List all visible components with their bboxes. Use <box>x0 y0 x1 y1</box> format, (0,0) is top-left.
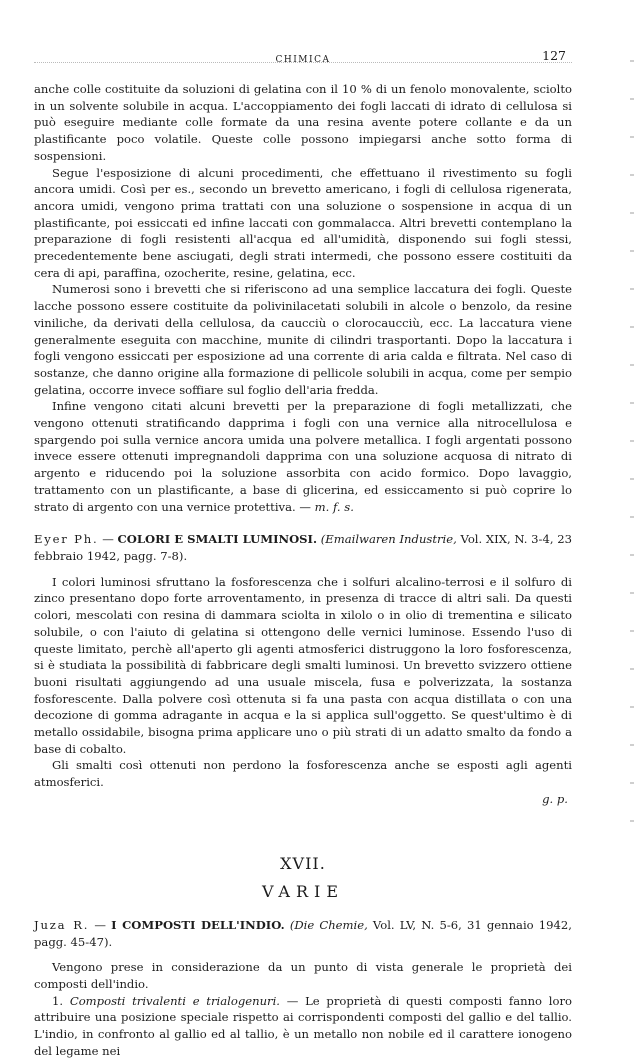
section-title: VARIE <box>261 882 345 902</box>
entry-source: (Die Chemie, <box>289 917 368 932</box>
paragraph: Vengono prese in considerazione da un punto di vista generale le proprietà dei composti dell'indio. <box>34 960 572 992</box>
paragraph-with-signature <box>34 398 572 515</box>
page-header <box>34 40 572 65</box>
subsection-paragraph <box>34 993 572 1060</box>
top-section <box>34 81 572 515</box>
entry-dash: — <box>89 917 112 932</box>
paragraph: anche colle costituite da soluzioni di gelatina con il 10 % di un fenolo monovalente, sciolto in un solvente solubile in acqua. L'accoppiamento dei fogli laccati di idrato di cellulosa si può eseguire mediante colle formate da una resina avente potere collante e da un plastificante poco volatile. Queste colle possono impiegarsi anche sotto forma di sospensioni. <box>34 82 572 163</box>
subsection-title: Composti trivalenti e trialogenuri. <box>69 993 280 1008</box>
entry-title: COLORI E SMALTI LUMINOSI. <box>117 532 318 547</box>
signature: — m. f. s. <box>299 499 354 514</box>
paragraph: I colori luminosi sfruttano la fosforescenza che i solfuri alcalino-terrosi e il solfuro di zinco presentano dopo forte arroventamento, in presenza di tracce di altri sali. Da questi colori, mescolati con resina di dammara sciolta in xilolo o in olio di trementina e silicato solubile, o con l'aiuto di gelatina si ottengono delle vernici luminose. Essendo l'uso di queste limitato, perchè all'aperto gli agenti atmosferici distruggono la loro fosforescenza, si è studiata la possibilità di fabbricare degli smalti luminosi. Un brevetto svizzero ottiene buoni risultati aggiungendo ad una usuale miscela, fusa e polverizzata, la sostanza fosforescente. Dalla polvere così ottenuta si fa una pasta con acqua distillata o con una decozione di gomma adragante in acqua e la si applica sull'oggetto. Se quest'ultimo è di metallo ossidabile, bisogna prima applicare uno o più strati di un adatto smalto da fondo a base di cobalto. <box>34 574 572 756</box>
running-title: CHIMICA <box>275 55 331 65</box>
section-number: XVII. <box>280 853 326 873</box>
entry-dash: — <box>98 532 118 547</box>
paragraph: Gli smalti così ottenuti non perdono la fosforescenza anche se esposti agli agenti atmosferici. <box>34 758 572 790</box>
paragraph-text: Infine vengono citati alcuni brevetti per la preparazione di fogli metallizzati, che vengono ottenuti stratificando dapprima i fogli con una vernice alla nitrocellulosa e spargendo poi sulla vernice ancora umida una polvere metallica. I fogli argentati possono invece essere ottenuti impregnandoli dapprima con una soluzione acquosa di nitrato di argento e riducendo poi la soluzione assorbita con acido formico. Dopo lavaggio, trattamento con un plastificante, a base di glicerina, ed essiccamento si può coprire lo strato di argento con una vernice protettiva. <box>34 399 572 514</box>
entry-author: Juza R. <box>34 917 90 932</box>
page-number: 127 <box>542 48 566 63</box>
document-page <box>34 40 572 1060</box>
entry-title: I COMPOSTI DELL'INDIO. <box>111 917 285 932</box>
entry-composti-indio <box>34 917 572 1060</box>
entry-citation: Vol. LV, N. 5-6, 31 gennaio 1942, pagg. 45-47). <box>34 917 572 949</box>
paragraph: Numerosi sono i brevetti che si riferiscono ad una semplice laccatura dei fogli. Queste lacche possono essere costituite da polivinilacetati solubili in alcole o benzolo, da resine viniliche, da derivati della cellulosa, da caucciù o clorocaucciù, ecc. La laccatura viene generalmente eseguita con macchine, munite di cilindri trasportanti. Dopo la laccatura i fogli vengono essiccati per esposizione ad una corrente di aria calda e filtrata. Nel caso di sostanze, che danno origine alla formazione di pellicole solubili in acqua, come per sempio gelatina, occorre invece soffiare sul foglio dell'aria fredda. <box>34 282 572 397</box>
entry-citation: Vol. XIX, N. 3-4, 23 febbraio 1942, pagg. 7-8). <box>34 532 572 563</box>
signature: g. p. <box>542 791 568 806</box>
entry-colori-smalti <box>34 531 572 807</box>
subsection-number: 1. <box>52 993 64 1008</box>
subsection-text: — Le proprietà di questi composti fanno loro attribuire una posizione speciale rispetto ai corrispondenti composti del gallio e del tallio. L'indio, in confronto al gallio ed al tallio, è un metallo non nobile ed il carattere ionogeno del legame nei <box>34 993 572 1058</box>
entry-heading <box>34 531 572 564</box>
entry-author: Eyer Ph. <box>34 532 99 547</box>
paragraph: Segue l'esposizione di alcuni procedimenti, che effettuano il rivestimento su fogli ancora umidi. Così per es., secondo un brevetto americano, i fogli di cellulosa rigenerata, ancora umidi, vengono prima trattati con una soluzione o sospensione in acqua di un plastificante, poi essiccati ed infine laccati con gommalacca. Altri brevetti contemplano la preparazione di fogli resistenti all'acqua ed all'umidità, disponendo sui fogli stessi, precedentemente bene asciugati, degli strati intermedi, che possono essere costituiti da cera di api, paraffina, ozocherite, resine, gelatina, ecc. <box>34 165 572 280</box>
scan-edge-marks <box>630 60 634 840</box>
entry-heading <box>34 917 572 950</box>
entry-source: (Emailwaren Industrie, <box>320 532 457 547</box>
